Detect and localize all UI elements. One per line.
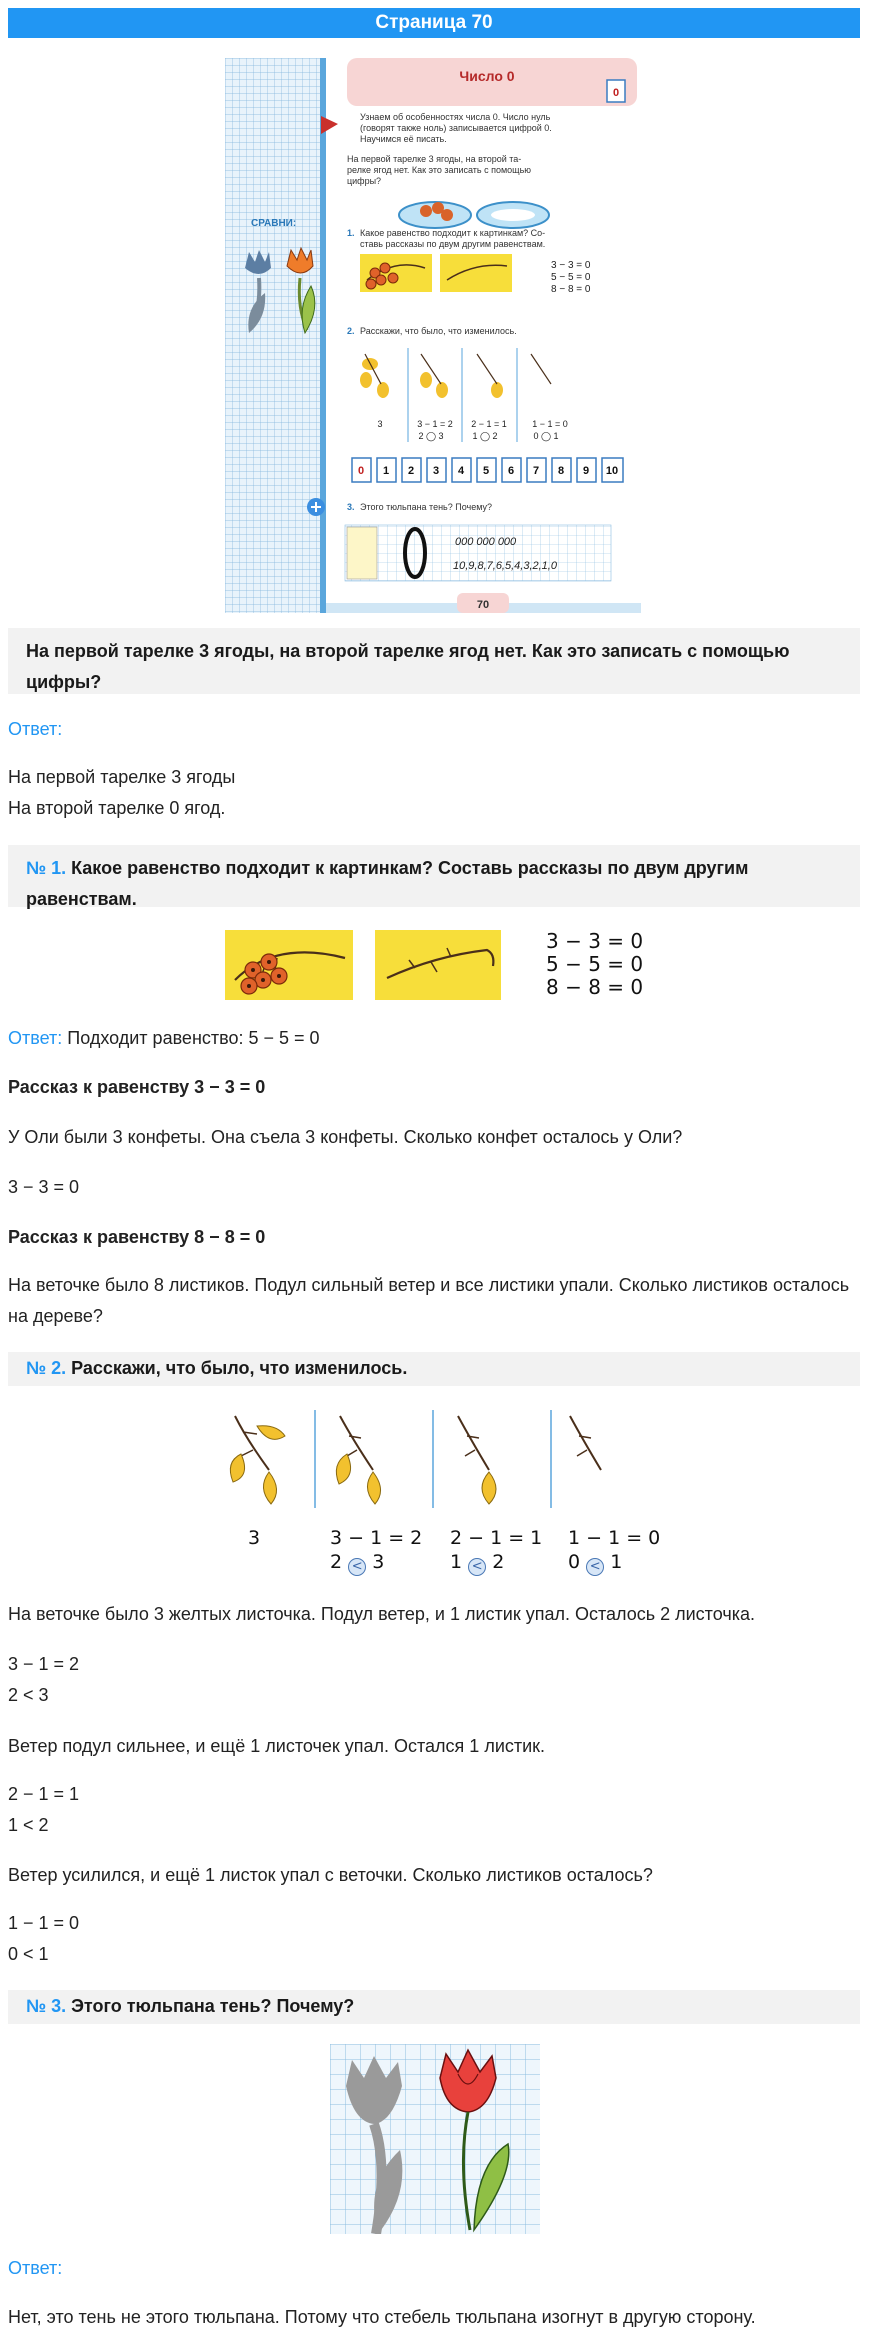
number-cell: 0 — [357, 465, 365, 477]
story2-text: На веточке было 8 листиков. Подул сильный ветер и все листики упали. Сколько листиков осталось на дереве? — [8, 1275, 850, 1326]
task1-text: Какое равенство подходит к картинкам? Составь рассказы по двум другим равенствам. — [26, 858, 749, 909]
textbook-task1-line: ставь рассказы по двум другим равенствам. — [360, 239, 546, 249]
textbook-task3-num: 3. — [347, 502, 355, 512]
textbook-task3-text: Этого тюльпана тень? Почему? — [360, 502, 493, 512]
textbook-eq: 3 − 3 = 0 — [551, 260, 591, 271]
task2-p1-equation: 3 − 1 = 2 — [8, 1654, 80, 1674]
task1-number: № 1. — [26, 858, 67, 878]
textbook-question-line: цифры? — [347, 176, 382, 186]
story1-title: Рассказ к равенству 3 − 3 = 0 — [8, 1077, 266, 1097]
task3-question — [8, 1990, 860, 2024]
textbook-page-badge: 0 — [612, 87, 620, 99]
task1-equation: 8 − 8 = 0 — [546, 975, 644, 999]
compare-right: 3 — [372, 1551, 385, 1573]
task1-equation: 5 − 5 = 0 — [546, 952, 644, 976]
textbook-t2-col1: 3 — [377, 419, 383, 429]
task2-p3-equation: 1 − 1 = 0 — [8, 1913, 80, 1933]
textbook-page-image — [225, 58, 641, 613]
writing-zeros: 000 000 000 — [455, 536, 517, 548]
compare-left: 1 — [450, 1551, 463, 1573]
less-than-icon: < — [348, 1558, 366, 1576]
story1-text: У Оли были 3 конфеты. Она съела 3 конфеты. Сколько конфет осталось у Оли? — [8, 1127, 683, 1147]
task2-text: Расскажи, что было, что изменилось. — [71, 1358, 408, 1378]
compare-left: 2 — [330, 1551, 343, 1573]
number-cell: 7 — [532, 465, 540, 477]
writing-count: 10,9,8,7,6,5,4,3,2,1,0 — [453, 560, 557, 572]
task2-p2-equation: 2 − 1 = 1 — [8, 1784, 80, 1804]
task2-col3-equation: 2 − 1 = 1 — [450, 1527, 543, 1549]
task2-paragraph3: Ветер усилился, и ещё 1 листок упал с веточки. Сколько листиков осталось? — [8, 1865, 653, 1885]
task2-col4-compare — [568, 1551, 622, 1576]
task1-bare-branch-picture — [375, 930, 501, 1000]
textbook-eq: 5 − 5 = 0 — [551, 272, 591, 283]
textbook-task2-num: 2. — [347, 326, 355, 336]
task3-answer-text: Нет, это тень не этого тюльпана. Потому что стебель тюльпана изогнут в другую сторону. — [8, 2307, 756, 2327]
number-cell: 2 — [407, 465, 415, 477]
textbook-task2-text: Расскажи, что было, что изменилось. — [360, 326, 517, 336]
task2-col4-equation: 1 − 1 = 0 — [568, 1527, 661, 1549]
task2-leaves-picture — [213, 1410, 633, 1508]
story2-title: Рассказ к равенству 8 − 8 = 0 — [8, 1227, 266, 1247]
intro-question: На первой тарелке 3 ягоды, на второй тарелке ягод нет. Как это записать с помощью цифры? — [8, 628, 860, 694]
textbook-t2-col4a: 1 − 1 = 0 — [532, 419, 568, 429]
textbook-page-number: 70 — [476, 599, 490, 611]
task3-text: Этого тюльпана тень? Почему? — [71, 1996, 355, 2016]
task1-equation-list — [546, 930, 643, 999]
task2-question — [8, 1352, 860, 1386]
task1-berries-picture — [225, 930, 353, 1000]
textbook-lesson-title: Число 0 — [459, 68, 515, 84]
textbook-t2-col3b: 1 ◯ 2 — [472, 431, 498, 441]
textbook-t2-col2b: 2 ◯ 3 — [418, 431, 444, 441]
intro-answer-line1: На первой тарелке 3 ягоды — [8, 767, 236, 787]
task2-col2-equation: 3 − 1 = 2 — [330, 1527, 423, 1549]
task2-p2-compare: 1 < 2 — [8, 1815, 49, 1835]
task1-question — [8, 845, 860, 907]
task2-p3-compare: 0 < 1 — [8, 1944, 49, 1964]
number-cell: 9 — [582, 465, 590, 477]
compare-right: 1 — [610, 1551, 623, 1573]
number-cell: 4 — [457, 465, 465, 477]
task2-paragraph2: Ветер подул сильнее, и ещё 1 листочек упал. Остался 1 листик. — [8, 1736, 546, 1756]
textbook-question-line: На первой тарелке 3 ягоды, на второй та- — [347, 154, 522, 164]
task2-col2-compare — [330, 1551, 384, 1576]
task1-answer — [8, 1023, 858, 1054]
compare-left: 0 — [568, 1551, 581, 1573]
compare-label: СРАВНИ: — [251, 218, 297, 229]
textbook-t2-col4b: 0 ◯ 1 — [533, 431, 559, 441]
task2-p1-compare: 2 < 3 — [8, 1685, 49, 1705]
less-than-icon: < — [468, 1558, 486, 1576]
textbook-eq: 8 − 8 = 0 — [551, 284, 591, 295]
number-cell: 10 — [605, 465, 619, 477]
task3-answer-label: Ответ: — [8, 2258, 63, 2278]
textbook-question-line: релке ягод нет. Как это записать с помощью — [347, 165, 532, 175]
task3-tulips-picture — [330, 2044, 540, 2234]
textbook-t2-col3a: 2 − 1 = 1 — [471, 419, 507, 429]
task2-col1-count: 3 — [248, 1527, 261, 1549]
task1-answer-text: Подходит равенство: 5 − 5 = 0 — [67, 1028, 320, 1048]
number-cell: 6 — [507, 465, 515, 477]
number-cell: 8 — [557, 465, 565, 477]
task1-equation: 3 − 3 = 0 — [546, 929, 644, 953]
intro-answer-line2: На второй тарелке 0 ягод. — [8, 798, 226, 818]
story1-equation: 3 − 3 = 0 — [8, 1177, 80, 1197]
task3-number: № 3. — [26, 1996, 67, 2016]
textbook-task1-line: Какое равенство подходит к картинкам? Со- — [360, 228, 546, 238]
number-line — [352, 458, 623, 482]
task2-col3-compare — [450, 1551, 504, 1576]
number-cell: 5 — [482, 465, 490, 477]
compare-right: 2 — [492, 1551, 505, 1573]
textbook-task1-num: 1. — [347, 228, 355, 238]
task2-paragraph1: На веточке было 3 желтых листочка. Подул ветер, и 1 листик упал. Осталось 2 листочка. — [8, 1604, 755, 1624]
task1-answer-label: Ответ: — [8, 1028, 63, 1048]
number-cell: 3 — [432, 465, 440, 477]
textbook-intro-line: Узнаем об особенностях числа 0. Число нуль — [360, 112, 551, 122]
less-than-icon: < — [586, 1558, 604, 1576]
textbook-intro-line: Научимся её писать. — [360, 134, 447, 144]
number-cell: 1 — [382, 465, 390, 477]
textbook-intro-line: (говорят также ноль) записывается цифрой 0. — [360, 123, 552, 133]
intro-answer-label: Ответ: — [8, 719, 63, 739]
task2-number: № 2. — [26, 1358, 67, 1378]
page-title: Страница 70 — [8, 8, 860, 38]
textbook-t2-col2a: 3 − 1 = 2 — [417, 419, 453, 429]
